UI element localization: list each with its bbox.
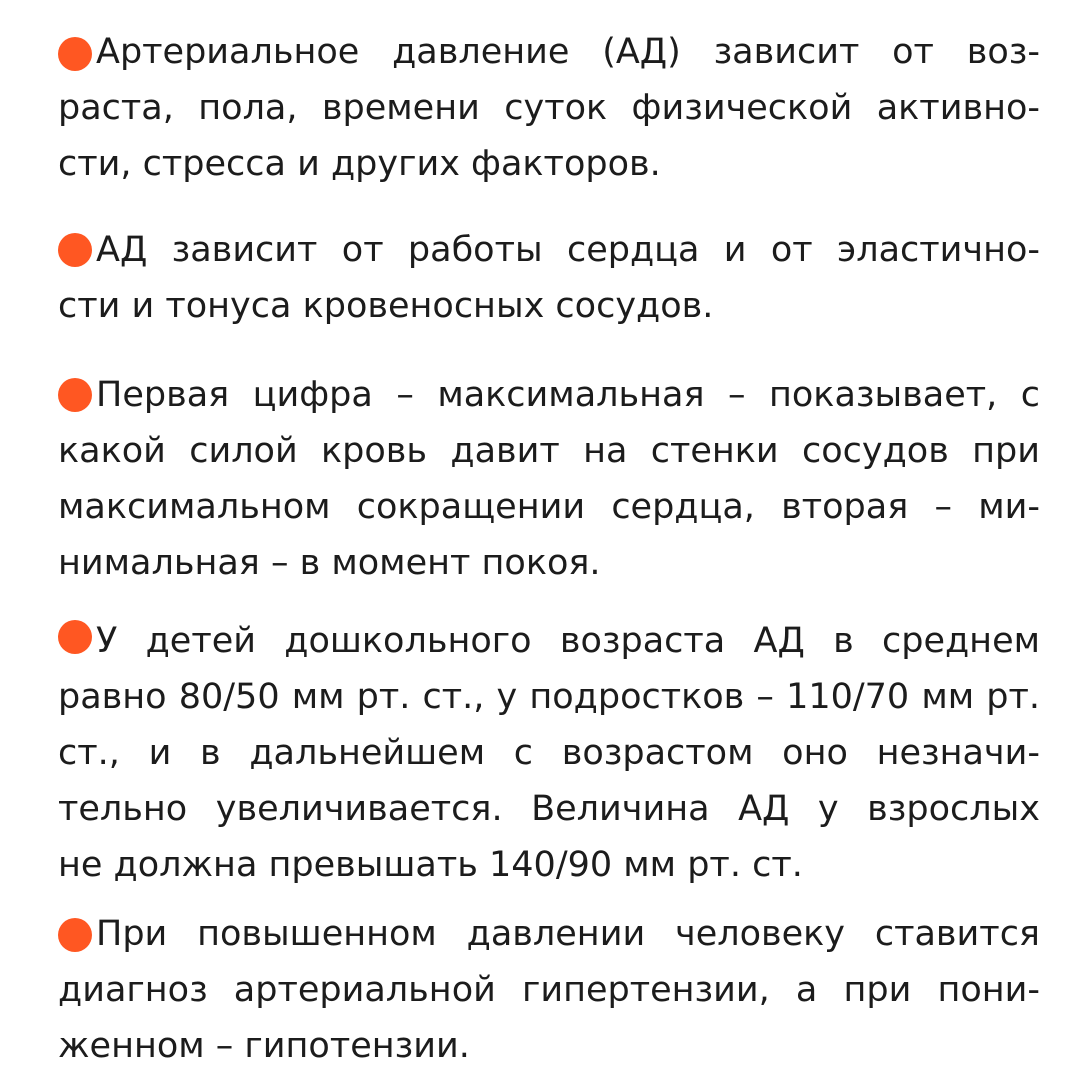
- paragraph-line: Артериальное давление (АД) зависит от воз-: [96, 32, 1040, 72]
- paragraph-line: диагноз артериальной гипертензии, а при пони-: [58, 970, 1040, 1010]
- paragraph-line: нимальная – в момент покоя.: [58, 543, 601, 583]
- paragraph-line: женном – гипотензии.: [58, 1026, 470, 1066]
- orange-dot-icon: [58, 37, 92, 71]
- orange-dot-icon: [58, 378, 92, 412]
- paragraph-age-factors: [58, 24, 1040, 192]
- paragraph-line: равно 80/50 мм рт. ст., у подростков – 110/70 мм рт.: [58, 677, 1040, 717]
- paragraph-line: АД зависит от работы сердца и от эластично-: [96, 230, 1040, 270]
- orange-dot-icon: [58, 918, 92, 952]
- paragraph-line: тельно увеличивается. Величина АД у взрослых: [58, 789, 1040, 829]
- paragraph-line: При повышенном давлении человеку ставится: [96, 914, 1040, 954]
- paragraph-hypertension: [58, 906, 1040, 1074]
- paragraph-line: У детей дошкольного возраста АД в среднем: [96, 621, 1040, 661]
- paragraph-line: не должна превышать 140/90 мм рт. ст.: [58, 845, 803, 885]
- paragraph-line: максимальном сокращении сердца, вторая – ми-: [58, 487, 1040, 527]
- paragraph-first-number: [58, 367, 1040, 591]
- paragraph-heart-vessels: [58, 222, 1040, 334]
- paragraph-children-norms: [58, 613, 1040, 893]
- paragraph-line: раста, пола, времени суток физической активно-: [58, 88, 1040, 128]
- paragraph-line: ст., и в дальнейшем с возрастом оно незначи-: [58, 733, 1040, 773]
- orange-dot-icon: [58, 620, 92, 654]
- paragraph-line: сти, стресса и других факторов.: [58, 144, 661, 184]
- paragraph-line: Первая цифра – максимальная – показывает, с: [96, 375, 1040, 415]
- paragraph-line: какой силой кровь давит на стенки сосудов при: [58, 431, 1040, 471]
- orange-dot-icon: [58, 233, 92, 267]
- paragraph-line: сти и тонуса кровеносных сосудов.: [58, 286, 714, 326]
